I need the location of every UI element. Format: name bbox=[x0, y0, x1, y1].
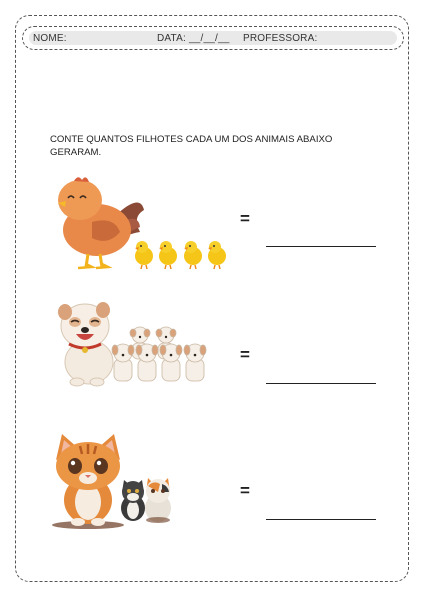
chick-icon bbox=[135, 241, 153, 269]
equals-sign-2: = bbox=[240, 345, 250, 364]
teacher-label: PROFESSORA: bbox=[243, 33, 318, 44]
puppy-icon bbox=[136, 344, 158, 381]
chicks-group bbox=[130, 238, 230, 270]
instructions-text: CONTE QUANTOS FILHOTES CADA UM DOS ANIMAIS ABAIXO GERARAM. bbox=[50, 134, 333, 158]
puppy-icon bbox=[160, 344, 182, 381]
chick-icon bbox=[159, 241, 177, 269]
answer-line-1[interactable] bbox=[266, 246, 376, 247]
equals-sign-3: = bbox=[240, 481, 250, 500]
kittens-group bbox=[118, 472, 174, 524]
date-label: DATA: __/__/__ bbox=[157, 33, 230, 44]
puppy-icon bbox=[112, 344, 134, 381]
chick-icon bbox=[184, 241, 202, 269]
puppy-icon bbox=[184, 344, 206, 381]
cat-illustration bbox=[48, 430, 128, 530]
kitten-icon bbox=[121, 480, 145, 521]
answer-line-3[interactable] bbox=[266, 519, 376, 520]
chick-icon bbox=[208, 241, 226, 269]
header-bar bbox=[22, 26, 404, 50]
puppies-group bbox=[110, 325, 215, 385]
kitten-icon bbox=[145, 478, 171, 523]
equals-sign-1: = bbox=[240, 209, 250, 228]
answer-line-2[interactable] bbox=[266, 383, 376, 384]
name-label: NOME: bbox=[33, 33, 67, 44]
